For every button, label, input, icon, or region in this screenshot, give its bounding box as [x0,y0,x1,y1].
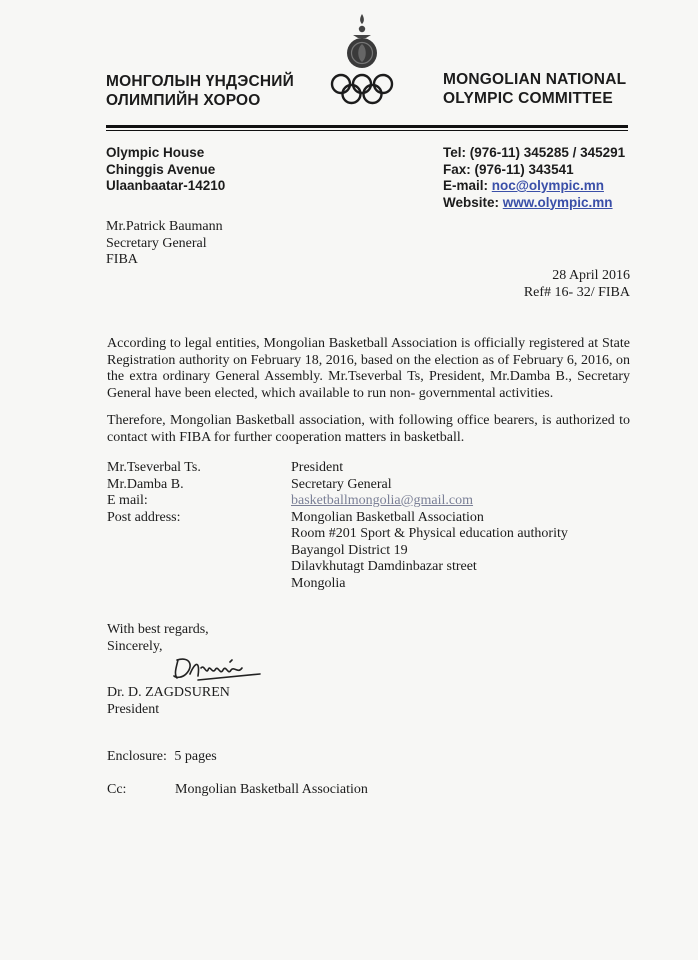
bearer-row-email: E mail: basketballmongolia@gmail.com [107,493,474,508]
bearer-row-president: Mr.Tseverbal Ts. President [107,460,344,475]
body-paragraph-1: According to legal entities, Mongolian Basketball Association is officially registered at State Registration authority on February 18, 2016, based on the election as of February 6, 2016, on the extra ordinary General Assembly. Mr.Tseverbal Ts, President, Mr.Damba B., Secretary General have been elected, which available to run non- governmental activities. [107,336,630,401]
sender-address: Olympic House Chinggis Avenue Ulaanbaatar-14210 [106,145,226,193]
fax-line: Fax: (976-11) 343541 [443,161,574,177]
contact-block [443,145,625,211]
mongolian-committee-name: МОНГОЛЫН ҮНДЭСНИЙ ОЛИМПИЙН ХОРОО [106,73,294,109]
header-divider-thin [106,130,628,131]
email-line: E-mail: noc@olympic.mn [443,178,604,193]
letter-date: 28 April 2016 [552,268,630,283]
signature-icon [168,652,268,686]
cc-line: Cc: Mongolian Basketball Association [107,782,368,797]
signer-block [107,685,230,718]
post-address: Mongolian Basketball Association Room #201 Sport & Physical education authority Bayangol District 19 Dilavkhutagt Damdinbazar street Mongolia [291,509,568,591]
english-committee-name: MONGOLIAN NATIONAL OLYMPIC COMMITTEE [443,71,627,107]
closing-block: With best regards, Sincerely, [107,622,209,654]
date-ref-block [524,268,630,301]
enclosure-line: Enclosure: 5 pages [107,749,217,764]
body-paragraph-2: Therefore, Mongolian Basketball association, with following office bearers, is authorized to contact with FIBA for further cooperation matters in basketball. [107,413,630,445]
signer-title: President [107,701,160,717]
tel-line: Tel: (976-11) 345285 / 345291 [443,145,626,160]
signer-name: Dr. D. ZAGDSUREN [107,685,230,700]
letter-ref: Ref# 16- 32/ FIBA [523,284,630,300]
bearer-row-post: Post address: Mongolian Basketball Association Room #201 Sport & Physical education authority Bayangol District 19 Dilavkhutagt Damdinbazar street Mongolia [107,509,568,591]
bearer-row-secgen: Mr.Damba B. Secretary General [107,476,392,492]
header-divider-thick [106,125,628,128]
bearer-email-link[interactable]: basketballmongolia@gmail.com [291,493,474,508]
website-link[interactable]: www.olympic.mn [502,194,613,210]
olympic-committee-emblem-icon [326,10,398,110]
recipient-block: Mr.Patrick Baumann Secretary General FIBA [106,219,223,267]
email-link[interactable]: noc@olympic.mn [491,178,604,193]
website-line: Website: www.olympic.mn [443,194,613,210]
office-bearers-table [107,460,568,592]
